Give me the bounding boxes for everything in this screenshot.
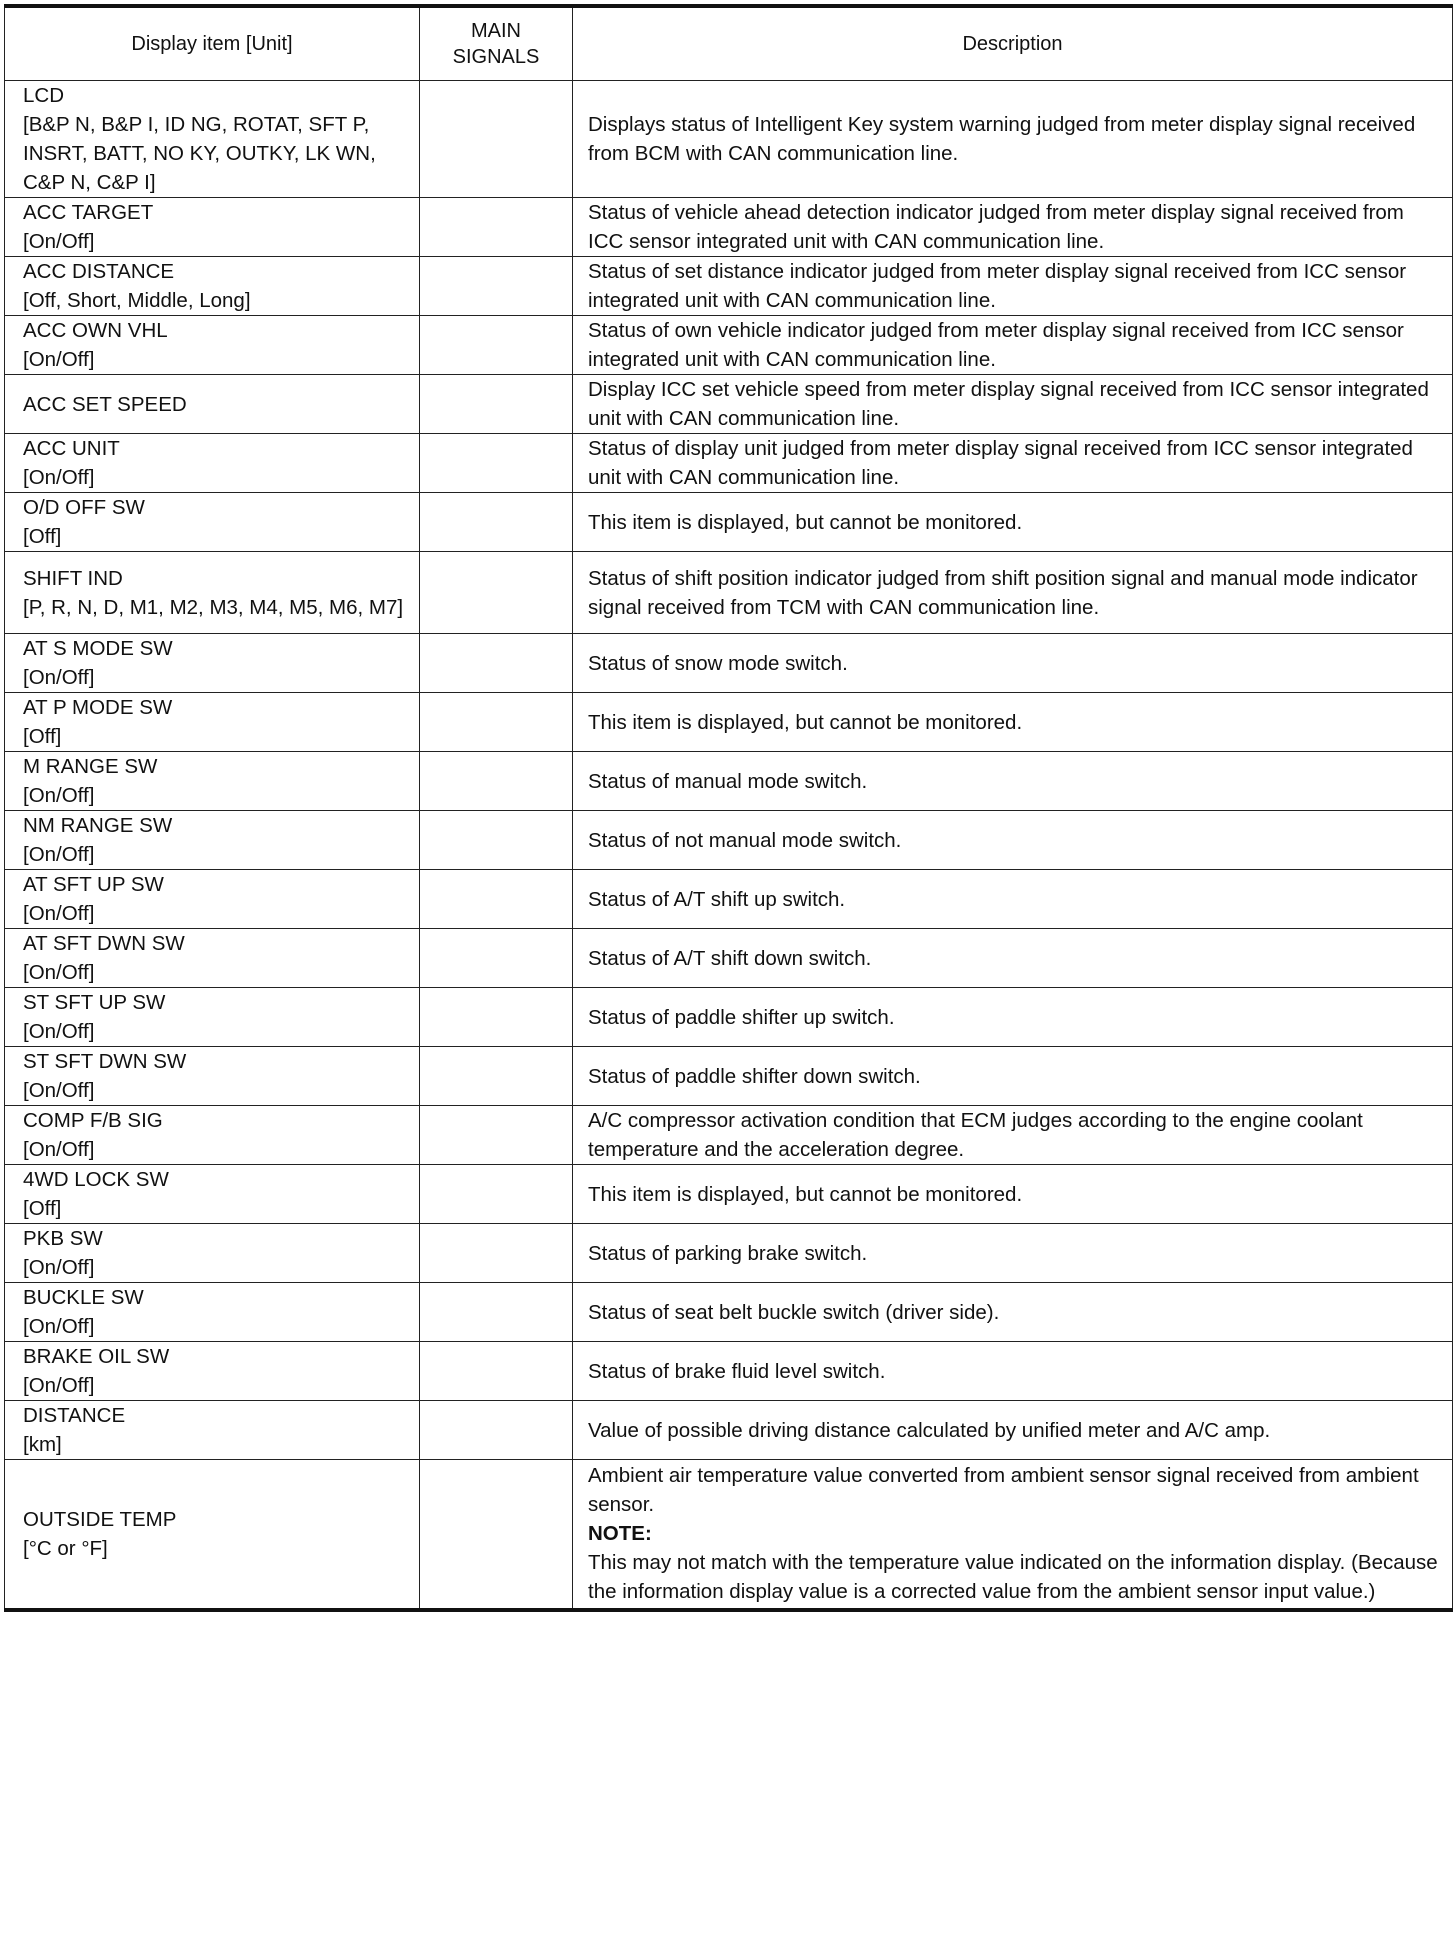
description-cell [573, 811, 1453, 870]
main-signals-cell [420, 693, 573, 752]
main-signals-cell [420, 1460, 573, 1610]
description-text: This item is displayed, but cannot be monitored. [588, 1182, 1023, 1206]
main-signals-cell [420, 634, 573, 693]
item-name: COMP F/B SIG [23, 1109, 163, 1132]
header-main-signals [420, 6, 573, 81]
data-monitor-table [4, 4, 1453, 1612]
table-row [5, 1047, 1453, 1106]
description-cell [573, 988, 1453, 1047]
description-cell [573, 81, 1453, 198]
main-signals-cell [420, 1342, 573, 1401]
display-item-cell [5, 434, 420, 493]
description-cell [573, 434, 1453, 493]
display-item-cell [5, 1283, 420, 1342]
description-cell [573, 1047, 1453, 1106]
description-text: This item is displayed, but cannot be monitored. [588, 510, 1023, 534]
display-item-cell [5, 493, 420, 552]
description-text: Status of parking brake switch. [588, 1241, 868, 1265]
description-text: Status of A/T shift down switch. [588, 946, 872, 970]
item-unit: [On/Off] [23, 1079, 95, 1102]
main-signals-cell [420, 1047, 573, 1106]
item-name: ST SFT DWN SW [23, 1050, 187, 1073]
item-name: 4WD LOCK SW [23, 1168, 169, 1191]
main-signals-cell [420, 929, 573, 988]
display-item-cell [5, 693, 420, 752]
main-signals-cell [420, 988, 573, 1047]
description-text: Status of seat belt buckle switch (driver side). [588, 1300, 1000, 1324]
item-unit: [B&P N, B&P I, ID NG, ROTAT, SFT P, INSRT, BATT, NO KY, OUTKY, LK WN, C&P N, C&P I] [23, 113, 376, 194]
table-header-row [5, 6, 1453, 81]
item-name: ACC UNIT [23, 437, 120, 460]
table-row [5, 316, 1453, 375]
display-item-cell [5, 752, 420, 811]
item-unit: [km] [23, 1433, 62, 1456]
display-item-cell [5, 198, 420, 257]
description-text: Status of own vehicle indicator judged from meter display signal received from ICC sensor integrated unit with CAN communication line. [588, 319, 1404, 371]
header-main-signals-line2: SIGNALS [452, 46, 540, 68]
table-row [5, 1224, 1453, 1283]
description-text: Displays status of Intelligent Key system warning judged from meter display signal received from BCM with CAN communication line. [588, 113, 1416, 165]
table-row [5, 929, 1453, 988]
item-unit: [On/Off] [23, 466, 95, 489]
description-cell [573, 870, 1453, 929]
item-name: SHIFT IND [23, 566, 123, 590]
description-cell [573, 1283, 1453, 1342]
note-text: This may not match with the temperature value indicated on the information display. (Because the information display value is a corrected value from the ambient sensor input value.) [588, 1551, 1438, 1604]
description-text: Status of manual mode switch. [588, 769, 868, 793]
table-row [5, 1460, 1453, 1610]
description-text: Status of A/T shift up switch. [588, 887, 846, 911]
description-cell [573, 634, 1453, 693]
display-item-cell [5, 1106, 420, 1165]
main-signals-cell [420, 1401, 573, 1460]
main-signals-cell [420, 1224, 573, 1283]
description-text: Status of paddle shifter up switch. [588, 1005, 895, 1029]
description-text: Display ICC set vehicle speed from meter display signal received from ICC sensor integrated unit with CAN communication line. [588, 378, 1429, 430]
table-body [5, 81, 1453, 1610]
table-row [5, 870, 1453, 929]
main-signals-cell [420, 552, 573, 634]
item-unit: [P, R, N, D, M1, M2, M3, M4, M5, M6, M7] [23, 595, 404, 619]
item-name: LCD [23, 84, 65, 107]
main-signals-cell [420, 1283, 573, 1342]
item-name: OUTSIDE TEMP [23, 1507, 177, 1531]
main-signals-cell [420, 434, 573, 493]
table-row [5, 634, 1453, 693]
item-unit: [Off] [23, 725, 62, 748]
main-signals-cell [420, 198, 573, 257]
item-unit: [On/Off] [23, 1138, 95, 1161]
item-unit: [On/Off] [23, 1020, 95, 1043]
item-name: ST SFT UP SW [23, 991, 166, 1014]
main-signals-cell [420, 811, 573, 870]
display-item-cell [5, 316, 420, 375]
item-unit: [On/Off] [23, 961, 95, 984]
description-text: A/C compressor activation condition that ECM judges according to the engine coolant temperature and the acceleration degree. [588, 1109, 1363, 1161]
display-item-cell [5, 1342, 420, 1401]
description-text: Ambient air temperature value converted from ambient sensor signal received from ambient sensor. [588, 1464, 1419, 1517]
table-row [5, 1165, 1453, 1224]
item-name: PKB SW [23, 1227, 103, 1250]
display-item-cell [5, 870, 420, 929]
description-text: Status of brake fluid level switch. [588, 1359, 886, 1383]
description-text: Status of set distance indicator judged from meter display signal received from ICC sensor integrated unit with CAN communication line. [588, 260, 1407, 312]
table-row [5, 1401, 1453, 1460]
item-unit: [On/Off] [23, 1315, 95, 1338]
table-row [5, 988, 1453, 1047]
table-row [5, 493, 1453, 552]
main-signals-cell [420, 1106, 573, 1165]
description-text: Status of shift position indicator judged from shift position signal and manual mode indicator signal received from TCM with CAN communication line. [588, 566, 1418, 619]
description-cell [573, 493, 1453, 552]
data-monitor-table-wrapper [4, 4, 1452, 1612]
header-main-signals-line1: MAIN [471, 20, 521, 42]
description-cell [573, 198, 1453, 257]
table-row [5, 434, 1453, 493]
description-cell [573, 1106, 1453, 1165]
description-cell [573, 1401, 1453, 1460]
main-signals-cell [420, 81, 573, 198]
item-unit: [On/Off] [23, 843, 95, 866]
table-row [5, 198, 1453, 257]
display-item-cell [5, 988, 420, 1047]
item-unit: [On/Off] [23, 1256, 95, 1279]
display-item-cell [5, 634, 420, 693]
item-unit: [Off] [23, 525, 62, 548]
description-cell [573, 1460, 1453, 1610]
description-text: This item is displayed, but cannot be monitored. [588, 710, 1023, 734]
table-row [5, 1342, 1453, 1401]
table-row [5, 1106, 1453, 1165]
display-item-cell [5, 1165, 420, 1224]
table-row [5, 811, 1453, 870]
header-display-item: Display item [Unit] [5, 6, 420, 81]
description-cell [573, 929, 1453, 988]
description-cell [573, 316, 1453, 375]
header-description: Description [573, 6, 1453, 81]
main-signals-cell [420, 870, 573, 929]
display-item-cell [5, 1460, 420, 1610]
description-cell [573, 1165, 1453, 1224]
main-signals-cell [420, 752, 573, 811]
table-row [5, 693, 1453, 752]
note-label: NOTE: [588, 1522, 652, 1546]
display-item-cell [5, 81, 420, 198]
description-cell [573, 257, 1453, 316]
item-unit: [On/Off] [23, 230, 95, 253]
item-name: AT SFT UP SW [23, 873, 164, 896]
description-text: Status of not manual mode switch. [588, 828, 902, 852]
item-unit: [Off] [23, 1197, 62, 1220]
item-name: ACC OWN VHL [23, 319, 168, 342]
description-text: Status of display unit judged from meter display signal received from ICC sensor integrated unit with CAN communication line. [588, 437, 1413, 489]
main-signals-cell [420, 1165, 573, 1224]
item-name: O/D OFF SW [23, 496, 145, 519]
description-cell [573, 1342, 1453, 1401]
item-name: AT P MODE SW [23, 696, 173, 719]
item-unit: [Off, Short, Middle, Long] [23, 289, 251, 312]
item-name: BRAKE OIL SW [23, 1345, 170, 1368]
description-cell [573, 693, 1453, 752]
table-row [5, 257, 1453, 316]
table-row [5, 81, 1453, 198]
description-cell [573, 1224, 1453, 1283]
table-row [5, 375, 1453, 434]
main-signals-cell [420, 316, 573, 375]
item-name: ACC DISTANCE [23, 260, 175, 283]
display-item-cell [5, 257, 420, 316]
item-name: ACC TARGET [23, 201, 154, 224]
item-name: M RANGE SW [23, 755, 158, 778]
item-name: AT SFT DWN SW [23, 932, 185, 955]
item-name: BUCKLE SW [23, 1286, 144, 1309]
description-cell [573, 375, 1453, 434]
display-item-cell [5, 375, 420, 434]
description-cell [573, 552, 1453, 634]
display-item-cell [5, 929, 420, 988]
display-item-cell [5, 1401, 420, 1460]
item-unit: [On/Off] [23, 784, 95, 807]
table-row [5, 752, 1453, 811]
main-signals-cell [420, 257, 573, 316]
item-unit: [On/Off] [23, 348, 95, 371]
description-text: Status of vehicle ahead detection indicator judged from meter display signal received from ICC sensor integrated unit with CAN communication line. [588, 201, 1404, 253]
item-unit: [On/Off] [23, 1374, 95, 1397]
item-name: NM RANGE SW [23, 814, 173, 837]
table-row [5, 1283, 1453, 1342]
description-text: Value of possible driving distance calculated by unified meter and A/C amp. [588, 1418, 1271, 1442]
main-signals-cell [420, 375, 573, 434]
item-unit: [°C or °F] [23, 1536, 108, 1560]
display-item-cell [5, 1047, 420, 1106]
item-unit: [On/Off] [23, 902, 95, 925]
item-name: AT S MODE SW [23, 637, 173, 660]
item-name: DISTANCE [23, 1404, 126, 1427]
item-name: ACC SET SPEED [23, 392, 187, 416]
description-cell [573, 752, 1453, 811]
description-text: Status of paddle shifter down switch. [588, 1064, 921, 1088]
display-item-cell [5, 1224, 420, 1283]
description-text: Status of snow mode switch. [588, 651, 848, 675]
main-signals-cell [420, 493, 573, 552]
item-unit: [On/Off] [23, 666, 95, 689]
display-item-cell [5, 811, 420, 870]
display-item-cell [5, 552, 420, 634]
table-row [5, 552, 1453, 634]
